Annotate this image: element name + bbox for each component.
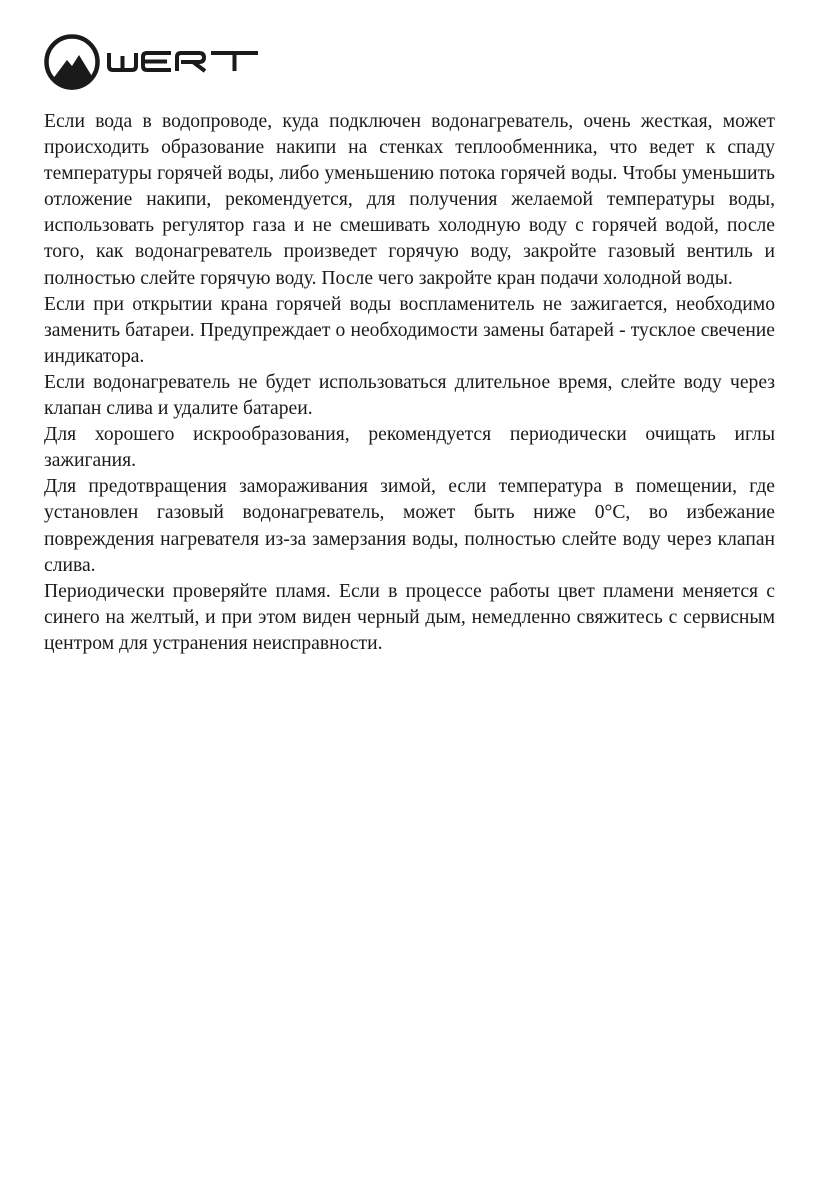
paragraph-scale: Если вода в водопроводе, куда подключен водонагреватель, очень жесткая, может происходить образование накипи на стенках теплообменника, что ведет к спаду температуры горячей воды, либо уменьшению потока горячей воды. Чтобы уменьшить отложение накипи, рекомендуется, для получения желаемой температуры воды, использовать регулятор газа и не смешивать холодную воду с горячей водой, после того, как водонагреватель произведет горячую воду, закройте газовый вентиль и полностью слейте горячую воду. После чего закройте кран подачи холодной воды. [44,111,775,289]
paragraph-batteries: Если при открытии крана горячей воды воспламенитель не зажигается, необходимо заменить батареи. Предупреждает о необходимости замены батарей - тусклое свечение индикатора. [44,293,775,367]
mountain-emblem-icon [47,37,98,90]
logo-letter-e [143,53,171,70]
paragraph-freezing: Для предотвращения замораживания зимой, если температура в помещении, где установлен газовый водонагреватель, может быть ниже 0°С, во избежание повреждения нагревателя из-за замерзания воды, полностью слейте воду через клапан слива. [44,476,775,576]
paragraph-long-idle: Если водонагреватель не будет использоваться длительное время, слейте воду через клапан слива и удалите батареи. [44,371,775,420]
logo-letter-r [177,53,205,71]
logo-letter-w [109,53,136,70]
wert-logo [43,33,259,91]
paragraph-flame-check: Периодически проверяйте пламя. Если в процессе работы цвет пламени меняется с синего на желтый, и при этом виден черный дым, немедленно свяжитесь с сервисным центром для устранения неисправности. [44,580,775,654]
paragraph-ignition-needles: Для хорошего искрообразования, рекомендуется периодически очищать иглы зажигания. [44,424,775,472]
logo-letter-t [211,53,258,71]
maintenance-text [44,109,775,657]
